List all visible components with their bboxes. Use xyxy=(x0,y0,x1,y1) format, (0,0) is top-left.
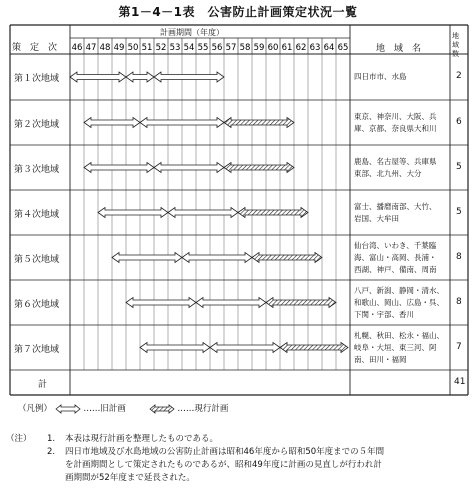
total-label: 計 xyxy=(38,379,48,390)
year-label: 57 xyxy=(225,43,237,53)
legend-prefix: （凡例） xyxy=(18,404,53,414)
row-phase-label: 第５次地域 xyxy=(14,254,60,265)
row-phase-label: 第４次地域 xyxy=(14,209,60,220)
current-plan-hatched-arrow xyxy=(280,343,348,353)
note-2-line-2: を計画期間として策定されたものであるが、昭和49年度に計画の見直しが行われ計 xyxy=(65,460,382,470)
header-period: 計画期間（年度） xyxy=(160,28,224,37)
legend-old-arrow-icon xyxy=(55,404,81,414)
year-label: 51 xyxy=(141,43,153,53)
header-count: 地域数 xyxy=(452,32,459,58)
region-line: 西湖、神戸、備南、周南 xyxy=(354,264,437,274)
row-region-names xyxy=(354,285,448,321)
current-plan-arrow xyxy=(210,343,280,353)
total-count: 41 xyxy=(454,376,466,387)
year-label: 50 xyxy=(127,43,139,53)
row-region-count: 2 xyxy=(456,71,462,81)
old-plan-arrow xyxy=(84,163,154,173)
note-1: 本表は現行計画を整理したものである。 xyxy=(65,434,219,444)
year-label: 46 xyxy=(71,43,83,53)
year-label: 56 xyxy=(211,43,223,53)
note-2-line-1: 四日市地域及び水島地域の公害防止計画は昭和46年度から昭和50年度までの５年間 xyxy=(65,447,385,457)
row-region-names xyxy=(354,330,448,366)
region-line: 南、田川・福岡 xyxy=(354,354,407,364)
year-label: 54 xyxy=(183,43,195,53)
region-line: 仙台湾、いわき、千葉臨 xyxy=(354,240,437,250)
region-line: 東京、神奈川、大阪、兵 xyxy=(354,111,437,121)
current-plan-hatched-arrow xyxy=(224,163,294,173)
region-line: 八戸、新潟、静岡・清水、 xyxy=(354,285,444,295)
row-region-count: 8 xyxy=(456,296,462,307)
year-label: 63 xyxy=(309,43,321,53)
year-label: 60 xyxy=(267,43,279,53)
current-plan-arrow xyxy=(182,253,252,263)
year-label: 52 xyxy=(155,43,167,53)
current-plan-arrow xyxy=(196,298,266,308)
header-phase: 策 定 次 xyxy=(12,43,58,53)
row-region-count: 5 xyxy=(456,206,462,217)
year-label: 49 xyxy=(113,43,125,53)
region-line: 四日市市、水島 xyxy=(354,72,407,81)
row-region-count: 5 xyxy=(456,161,462,172)
old-plan-arrow xyxy=(112,253,182,263)
notes-prefix: （注） xyxy=(6,434,32,444)
current-plan-arrow xyxy=(154,163,224,173)
region-line: 庫、京都、奈良県大和川 xyxy=(354,123,437,133)
note-1-number: 1. xyxy=(47,434,56,444)
row-phase-label: 第７次地域 xyxy=(14,344,60,355)
region-line: 東部、北九州、大分 xyxy=(354,168,422,178)
year-label: 55 xyxy=(197,43,209,53)
year-label: 58 xyxy=(239,43,251,53)
year-label: 61 xyxy=(281,43,293,53)
region-line: 岩国、大牟田 xyxy=(354,213,399,223)
row-region-names xyxy=(354,240,448,276)
old-plan-arrow xyxy=(140,343,210,353)
note-2-line-3: 画期間が52年度まで延長された。 xyxy=(65,473,195,483)
year-label: 65 xyxy=(337,43,349,53)
row-region-names xyxy=(354,201,448,225)
year-label: 53 xyxy=(169,43,181,53)
header-region: 地 域 名 xyxy=(376,44,422,54)
table-title: 第1－4－1表 公害防止計画策定状況一覧 xyxy=(118,5,358,19)
year-label: 47 xyxy=(85,43,97,53)
row-phase-label: 第２次地域 xyxy=(14,119,60,130)
current-plan-arrow xyxy=(168,208,238,218)
note-2-number: 2. xyxy=(47,447,56,457)
year-label: 62 xyxy=(295,43,307,53)
row-region-names xyxy=(354,111,448,135)
current-plan-hatched-arrow xyxy=(266,298,336,308)
year-label: 48 xyxy=(99,43,111,53)
legend-current-label: ……現行計画 xyxy=(177,404,229,414)
row-region-count: 8 xyxy=(456,251,462,262)
row-phase-label: 第６次地域 xyxy=(14,299,60,310)
row-region-names xyxy=(354,156,448,180)
row-phase-label: 第１次地域 xyxy=(14,74,60,84)
current-plan-arrow xyxy=(154,72,224,82)
region-line: 海、富山・高岡、長浦・ xyxy=(354,252,437,262)
legend xyxy=(18,402,228,414)
row-region-count: 6 xyxy=(456,116,462,127)
region-line: 札幌、秋田、松永・福山、 xyxy=(354,330,444,340)
region-line: 鹿島、名古屋等、兵庫県 xyxy=(354,156,437,166)
current-plan-hatched-arrow xyxy=(224,118,294,128)
row-phase-label: 第３次地域 xyxy=(14,164,60,175)
legend-old-label: ……旧計画 xyxy=(83,404,126,414)
row-region-names xyxy=(354,71,448,83)
region-line: 岐阜・大垣、東三河、阿 xyxy=(354,342,437,352)
current-plan-hatched-arrow xyxy=(252,253,322,263)
current-plan-hatched-arrow xyxy=(238,208,308,218)
old-plan-arrow xyxy=(98,208,168,218)
legend-current-arrow-icon xyxy=(149,404,175,414)
year-label: 59 xyxy=(253,43,265,53)
old-plan-arrow xyxy=(126,298,196,308)
region-line: 和歌山、岡山、広島・呉、 xyxy=(354,297,444,307)
row-region-count: 7 xyxy=(456,341,462,352)
region-line: 富士、播磨南部、大竹、 xyxy=(354,201,437,211)
year-label: 64 xyxy=(323,43,335,53)
region-line: 下関・宇部、香川 xyxy=(354,309,414,319)
